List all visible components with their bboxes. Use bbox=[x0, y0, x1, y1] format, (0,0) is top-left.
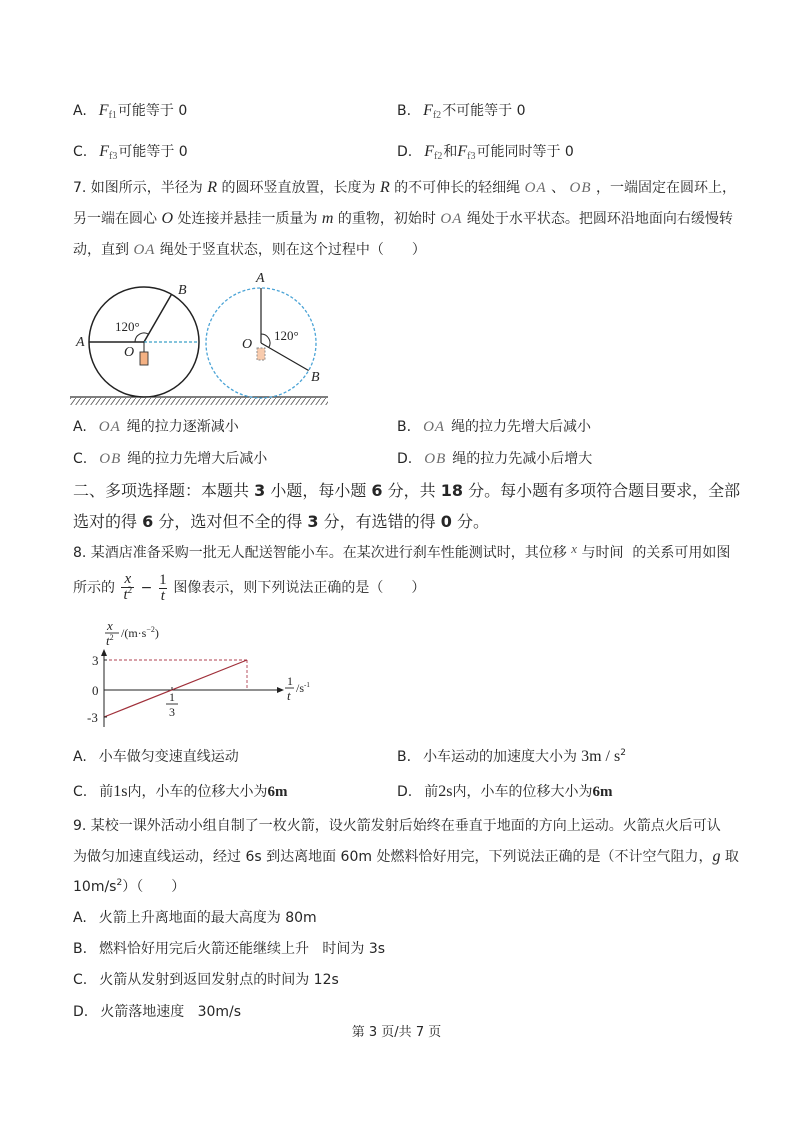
q7-text: 、 bbox=[546, 180, 570, 196]
x-label-denominator: t bbox=[287, 688, 291, 703]
q7-text: 7. 如图所示，半径为 bbox=[73, 180, 208, 196]
exponent: 2 bbox=[116, 878, 123, 888]
q7-text: 绳处于竖直状态，则在这个过程中（ ） bbox=[155, 242, 426, 258]
minus-sign: − bbox=[136, 580, 157, 596]
option-text: 绳的拉力先减小后增大 bbox=[452, 451, 593, 467]
q9-text: 取 bbox=[720, 849, 739, 865]
option-text: 小车运动的加速度大小为 bbox=[423, 749, 578, 765]
label-a-initial: A bbox=[76, 335, 85, 350]
heading-number: 3 bbox=[307, 512, 319, 531]
q9-text: 10m/s bbox=[73, 879, 117, 895]
q7-text: 的圆环竖直放置，长度为 bbox=[217, 180, 380, 196]
label-angle-final: 120° bbox=[274, 328, 299, 343]
option-label: A. bbox=[73, 749, 87, 765]
q7-text: ，一端固定在圆环上， bbox=[591, 180, 736, 196]
q8-line-2 bbox=[73, 571, 425, 605]
math-var-r: R bbox=[379, 179, 390, 196]
x-label-unit bbox=[296, 681, 310, 695]
option-text: 绳的拉力逐渐减小 bbox=[126, 419, 239, 435]
option-label: A. bbox=[73, 103, 87, 119]
option-text: 火箭从发射到返回发射点的时间为 12s bbox=[99, 972, 339, 988]
time-value: 2s bbox=[438, 783, 453, 800]
fraction-x-over-t-squared bbox=[121, 572, 134, 604]
y-label-den-exp: 2 bbox=[109, 633, 114, 642]
math-var-f: F bbox=[457, 143, 468, 160]
option-label: B. bbox=[397, 419, 412, 435]
y-tick-label-3: 3 bbox=[92, 653, 99, 668]
heading-number: 6 bbox=[142, 512, 154, 531]
fraction-one-over-t bbox=[159, 573, 167, 604]
math-subscript: f2 bbox=[434, 151, 443, 162]
option-label: B. bbox=[397, 749, 412, 765]
q9-text: 9. 某校一课外活动小组自制了一枚火箭，设火箭发射后始终在垂直于地面的方向上运动。火箭点火后可认 bbox=[73, 818, 721, 834]
q6-option-b bbox=[397, 101, 526, 123]
label-o-initial: O bbox=[124, 345, 135, 360]
x-label-unit-exp: -1 bbox=[304, 681, 310, 689]
option-text: 内，小车的位移大小为 bbox=[452, 784, 593, 800]
math-var-oa: OA bbox=[98, 419, 121, 435]
q7-text: 处连接并悬挂一质量为 bbox=[173, 211, 322, 227]
q7-line-3 bbox=[73, 240, 426, 260]
label-b-final: B bbox=[311, 370, 320, 385]
q8-option-b bbox=[397, 747, 626, 769]
heading-number: 6 bbox=[371, 481, 383, 500]
option-label: C. bbox=[73, 784, 88, 800]
x-tick-denominator: 3 bbox=[169, 705, 175, 719]
q7-text: 绳处于水平状态。把圆环沿地面向右缓慢转 bbox=[462, 211, 733, 227]
heading-number: 18 bbox=[440, 481, 464, 500]
y-label-unit-text: /(m·s bbox=[121, 626, 147, 640]
heading-number: 3 bbox=[254, 481, 266, 500]
math-var-m: m bbox=[321, 210, 334, 227]
q6-option-c bbox=[73, 142, 188, 164]
label-b-initial: B bbox=[178, 283, 187, 298]
y-label-den-var: t bbox=[106, 633, 110, 648]
option-text: 前 bbox=[424, 784, 439, 800]
q7-ring-figure bbox=[65, 268, 335, 410]
y-axis-arrow bbox=[101, 649, 107, 656]
y-tick-label-0: 0 bbox=[92, 683, 99, 698]
option-label: C. bbox=[73, 451, 88, 467]
denominator-var: t bbox=[123, 587, 128, 603]
page-footer: 第 3 页/共 7 页 bbox=[351, 1025, 442, 1040]
option-label: A. bbox=[73, 910, 87, 926]
option-text: 小车做匀变速直线运动 bbox=[98, 749, 239, 765]
q7-option-c bbox=[73, 449, 267, 469]
fraction-numerator: 1 bbox=[159, 571, 167, 588]
math-var-oa: OA bbox=[440, 211, 463, 227]
fraction-denominator bbox=[121, 587, 134, 604]
x-label-unit-text: /s bbox=[296, 681, 305, 695]
q7-option-d bbox=[397, 449, 592, 469]
data-line bbox=[104, 660, 247, 717]
math-var-g: g bbox=[712, 848, 721, 865]
option-text: 可能等于 0 bbox=[117, 103, 188, 119]
option-label: D. bbox=[397, 144, 413, 160]
q8-line-1 bbox=[73, 543, 730, 563]
q8-graph bbox=[80, 618, 320, 736]
q8-text: 8. 某酒店准备采购一批无人配送智能小车。在某次进行刹车性能测试时，其位移 bbox=[73, 545, 572, 561]
q7-line-2 bbox=[73, 209, 733, 229]
math-var-oa: OA bbox=[133, 242, 156, 258]
math-subscript: f3 bbox=[467, 151, 476, 162]
acceleration-exp: 2 bbox=[620, 748, 626, 758]
y-label-numerator: x bbox=[107, 618, 113, 633]
y-tick-label-neg3: -3 bbox=[87, 710, 98, 725]
q7-text: 的不可伸长的轻细绳 bbox=[389, 180, 525, 196]
math-var-oa: OA bbox=[524, 180, 547, 196]
math-var-r: R bbox=[207, 179, 218, 196]
y-label-unit-close: ) bbox=[154, 626, 159, 640]
heading-text: 分。 bbox=[451, 512, 489, 531]
rope-ob-initial bbox=[144, 294, 172, 342]
option-text: 前 bbox=[99, 784, 114, 800]
heading-text: 小题，每小题 bbox=[265, 481, 372, 500]
x-axis-arrow bbox=[277, 687, 284, 693]
q9-line-3 bbox=[73, 877, 185, 899]
hanging-weight-final bbox=[257, 348, 265, 360]
option-text: 可能同时等于 0 bbox=[476, 144, 574, 160]
option-text: 火箭落地速度 30m/s bbox=[100, 1004, 242, 1020]
heading-text: 分，共 bbox=[382, 481, 441, 500]
math-var-f: F bbox=[99, 143, 110, 160]
option-connector: 和 bbox=[443, 144, 458, 160]
math-var-f: F bbox=[424, 143, 435, 160]
fraction-numerator: x bbox=[124, 571, 132, 587]
q8-text: 所示的 bbox=[73, 580, 120, 596]
heading-text: 分，有选错的得 bbox=[318, 512, 441, 531]
q9-line-2 bbox=[73, 847, 739, 867]
q8-text: 与时间 的关系可用如图 bbox=[577, 545, 731, 561]
q7-text: 动，直到 bbox=[73, 242, 134, 258]
option-label: C. bbox=[73, 972, 88, 988]
q6-option-a bbox=[73, 101, 187, 123]
q8-text: 图像表示，则下列说法正确的是（ ） bbox=[168, 580, 426, 596]
hanging-weight bbox=[140, 352, 148, 365]
label-o-final: O bbox=[242, 337, 253, 352]
heading-number: 0 bbox=[440, 512, 452, 531]
option-text: 内，小车的位移大小为 bbox=[127, 784, 268, 800]
q9-option-c bbox=[73, 970, 339, 990]
option-label: C. bbox=[73, 144, 88, 160]
math-var-o: O bbox=[161, 210, 174, 227]
heading-text: 二、多项选择题：本题共 bbox=[73, 481, 255, 500]
q9-option-a bbox=[73, 908, 317, 928]
math-var-ob: OB bbox=[424, 451, 447, 467]
q7-option-b bbox=[397, 417, 591, 437]
q8-option-a bbox=[73, 747, 239, 767]
y-label-unit bbox=[121, 625, 159, 640]
math-var-f: F bbox=[423, 102, 433, 119]
option-text: 燃料恰好用完后火箭还能继续上升 时间为 3s bbox=[99, 941, 386, 957]
option-text: 火箭上升离地面的最大高度为 80m bbox=[98, 910, 317, 926]
q9-text: 为做匀加速直线运动，经过 6s 到达离地面 60m 处燃料恰好用完，下列说法正确的是（不计空气阻力， bbox=[73, 849, 713, 865]
option-label: A. bbox=[73, 419, 87, 435]
rope-ob-final bbox=[261, 343, 309, 371]
math-subscript: f2 bbox=[432, 110, 442, 121]
q6-option-d bbox=[397, 142, 574, 164]
math-var-x: x bbox=[571, 541, 578, 556]
time-value: 1s bbox=[113, 783, 128, 800]
y-label-denominator bbox=[106, 633, 114, 648]
math-var-ob: OB bbox=[99, 451, 122, 467]
displacement-value: 6m bbox=[267, 784, 288, 800]
option-label: B. bbox=[73, 941, 88, 957]
q8-option-d bbox=[397, 782, 612, 802]
option-text: 绳的拉力先增大后减小 bbox=[451, 419, 592, 435]
heading-text: 分，选对但不全的得 bbox=[153, 512, 308, 531]
label-angle-initial: 120° bbox=[115, 319, 140, 334]
option-text: 可能等于 0 bbox=[118, 144, 188, 160]
option-text: 绳的拉力先增大后减小 bbox=[127, 451, 268, 467]
q8-option-c bbox=[73, 782, 287, 802]
q9-option-d bbox=[73, 1002, 241, 1022]
displacement-value: 6m bbox=[592, 784, 613, 800]
section-heading-line-1 bbox=[73, 480, 740, 502]
option-label: D. bbox=[73, 1004, 89, 1020]
option-label: D. bbox=[397, 451, 413, 467]
section-heading-line-2 bbox=[73, 511, 489, 533]
label-a-final: A bbox=[256, 271, 265, 286]
q7-line-1 bbox=[73, 178, 736, 198]
acceleration-value: 3m / s bbox=[581, 748, 621, 765]
math-subscript: f1 bbox=[108, 110, 117, 121]
x-label-numerator: 1 bbox=[287, 674, 293, 688]
q9-option-b bbox=[73, 939, 385, 959]
math-var-ob: OB bbox=[569, 180, 592, 196]
fraction-denominator: t bbox=[160, 587, 165, 604]
math-var-f: F bbox=[98, 102, 109, 119]
math-var-oa: OA bbox=[423, 419, 446, 435]
q7-text: 另一端在圆心 bbox=[73, 211, 162, 227]
q9-line-1 bbox=[73, 816, 721, 836]
option-label: D. bbox=[397, 784, 413, 800]
math-subscript: f3 bbox=[109, 151, 118, 162]
q7-option-a bbox=[73, 417, 239, 437]
y-label-unit-exp: −2 bbox=[146, 625, 155, 634]
option-text: 不可能等于 0 bbox=[442, 103, 526, 119]
exponent: 2 bbox=[127, 585, 133, 595]
heading-text: 分。每小题有多项符合题目要求，全部 bbox=[463, 481, 741, 500]
option-label: B. bbox=[397, 103, 412, 119]
q7-text: 的重物，初始时 bbox=[333, 211, 441, 227]
ground-hatch bbox=[70, 398, 328, 405]
q9-text: ）（ ） bbox=[122, 879, 186, 895]
x-tick-numerator: 1 bbox=[169, 690, 175, 704]
heading-text: 选对的得 bbox=[73, 512, 143, 531]
